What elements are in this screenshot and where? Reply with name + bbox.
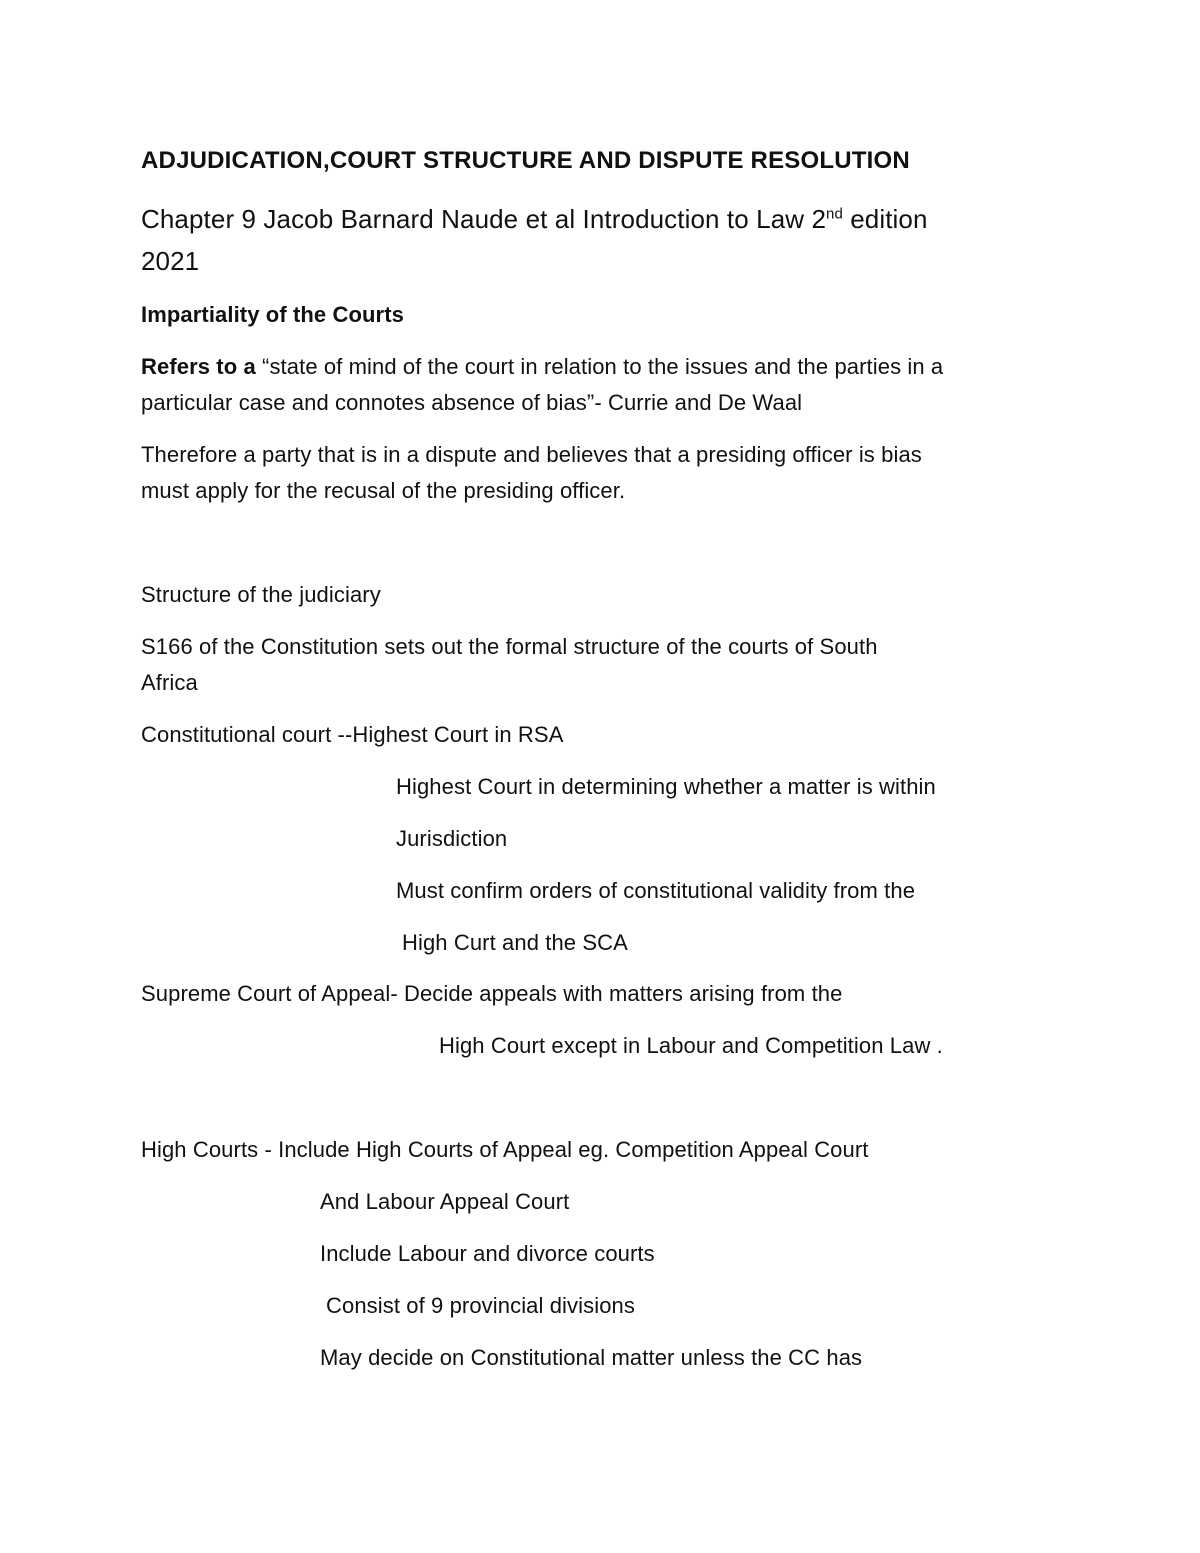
- cc-point-line: High Curt and the SCA: [402, 930, 628, 955]
- constitutional-court-line: Constitutional court --Highest Court in RSA: [141, 722, 564, 747]
- document-subtitle-year: 2021: [141, 246, 200, 276]
- hc-point-line: And Labour Appeal Court: [320, 1189, 570, 1214]
- s166-paragraph-line2: Africa: [141, 670, 198, 695]
- high-courts-line: High Courts - Include High Courts of Appeal eg. Competition Appeal Court: [141, 1137, 869, 1162]
- cc-point-line: Must confirm orders of constitutional validity from the: [396, 878, 916, 903]
- sca-line: Supreme Court of Appeal- Decide appeals with matters arising from the: [141, 981, 843, 1006]
- subtitle-edition: edition: [842, 204, 928, 234]
- hc-point-line: May decide on Constitutional matter unless the CC has: [320, 1345, 863, 1370]
- s166-paragraph-line: S166 of the Constitution sets out the formal structure of the courts of South: [141, 634, 878, 659]
- cc-point-line: Highest Court in determining whether a matter is within: [396, 774, 936, 799]
- refers-paragraph-line: [141, 354, 943, 380]
- subtitle-text: Chapter 9 Jacob Barnard Naude et al Introduction to Law 2: [141, 204, 827, 234]
- sca-line2: High Court except in Labour and Competition Law .: [439, 1033, 943, 1058]
- hc-point-line: Include Labour and divorce courts: [320, 1241, 655, 1266]
- refers-quote: “state of mind of the court in relation to the issues and the parties in a: [262, 354, 944, 379]
- therefore-paragraph-line: Therefore a party that is in a dispute and believes that a presiding officer is bias: [141, 442, 922, 467]
- cc-point-line: Jurisdiction: [396, 826, 508, 851]
- refers-paragraph-line2: particular case and connotes absence of bias”- Currie and De Waal: [141, 390, 803, 415]
- refers-bold-lead: Refers to a: [141, 354, 263, 379]
- therefore-paragraph-line2: must apply for the recusal of the presiding officer.: [141, 478, 626, 503]
- document-title: ADJUDICATION,COURT STRUCTURE AND DISPUTE RESOLUTION: [141, 147, 910, 174]
- hc-point-line: Consist of 9 provincial divisions: [326, 1293, 635, 1318]
- subtitle-superscript: nd: [826, 205, 843, 223]
- structure-heading: Structure of the judiciary: [141, 582, 381, 607]
- impartiality-heading: Impartiality of the Courts: [141, 302, 404, 327]
- document-subtitle: [141, 204, 928, 234]
